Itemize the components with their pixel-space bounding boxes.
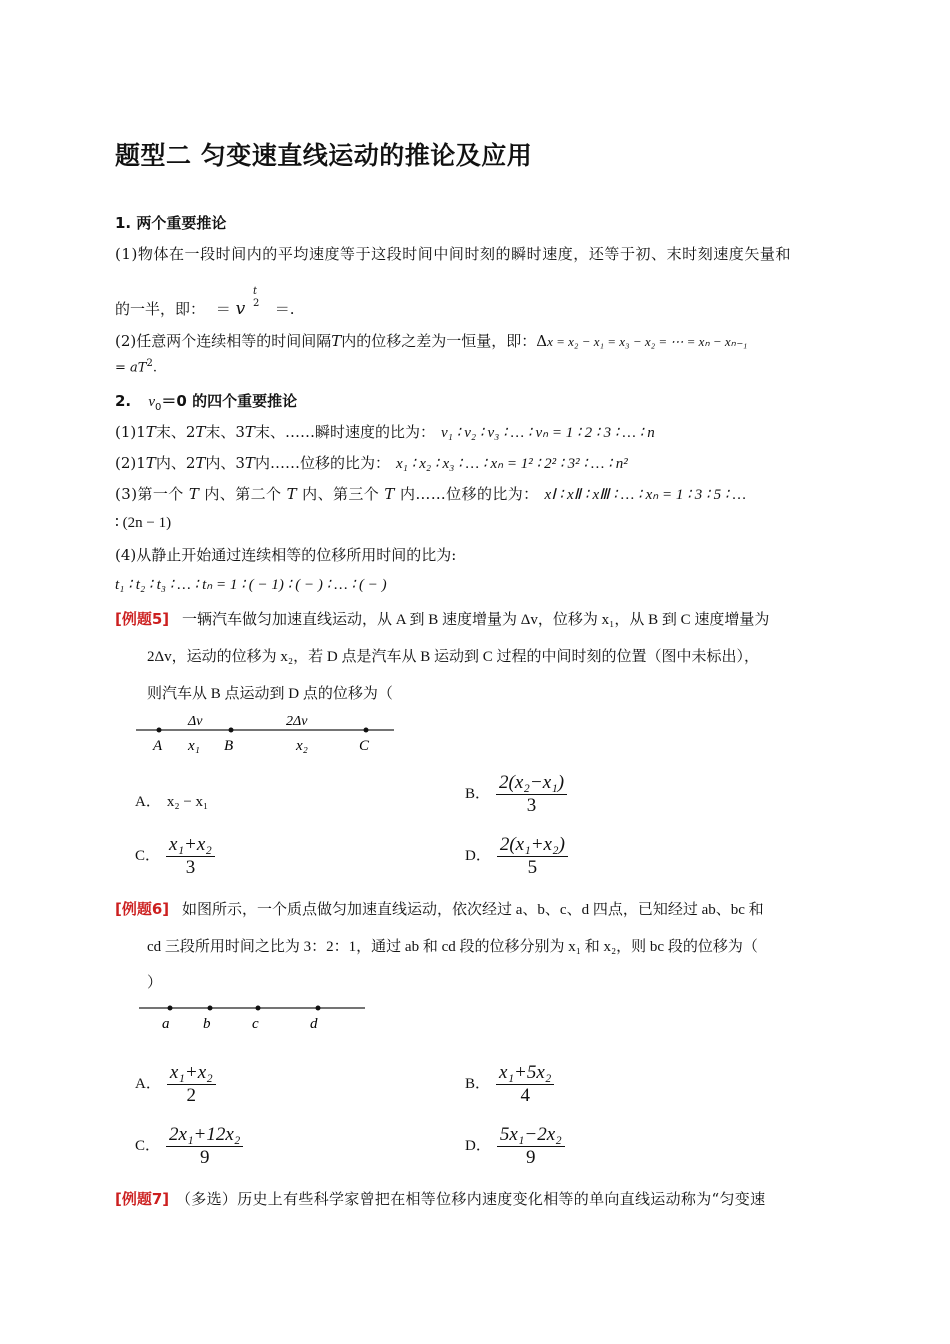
ex6-option-b-label: B．	[465, 1076, 491, 1093]
s1-eq-end: ＝.	[274, 300, 295, 318]
s2-r3-c: 内、第三个	[302, 485, 380, 503]
s2-r3-T1: T	[188, 485, 200, 503]
s1-aT-sup: 2	[146, 358, 153, 369]
s1-T-symbol: T	[331, 332, 342, 350]
example-7-label: [例题7]	[115, 1190, 170, 1208]
ex5-option-c-label: C．	[135, 848, 161, 865]
ex5-label-x2: x₂	[296, 738, 308, 754]
ex5-label-a: A	[153, 738, 163, 754]
ex6-option-c-label: C．	[135, 1138, 161, 1155]
ex6-option-c-den: 9	[199, 1146, 210, 1168]
s1-para-2-prefix: (2)任意两个连续相等的时间间隔	[115, 332, 332, 350]
ex5-option-b-den: 3	[526, 794, 537, 816]
ex6-label-c: c	[252, 1016, 259, 1032]
ex5-option-b-num: 2(x₂−x₁)	[496, 772, 567, 795]
s2-r1-ratio: v₁ ∶ v₂ ∶ v₃ ∶ … ∶ vₙ = 1 ∶ 2 ∶ 3 ∶ … ∶ n	[440, 425, 655, 441]
ex5-option-d-label: D．	[465, 848, 491, 865]
s1-t-num: t	[252, 286, 258, 297]
s2-r2-T1: T	[145, 454, 156, 472]
ex5-option-b[interactable]	[465, 772, 567, 817]
s2-r1-e: 末、……瞬时速度的比为：	[254, 423, 435, 441]
s2-r3-T3: T	[384, 485, 395, 503]
example-6-line-1: 如图所示，一个质点做匀加速直线运动，依次经过 a、b、c、d 四点，已知经过 ab、bc 和	[182, 902, 764, 918]
page-title: 题型二 匀变速直线运动的推论及应用	[115, 141, 533, 170]
s1-para-2-line-2	[115, 358, 157, 375]
example-7-line-1: （多选）历史上有些科学家曾把在相等位移内速度变化相等的单向直线运动称为“匀变速	[176, 1190, 766, 1208]
ex5-option-b-fraction	[496, 772, 567, 817]
example-6-label: [例题6]	[115, 900, 170, 918]
s1-delta-x-formula: x = x₂ − x₁ = x₃ − x₂ = ⋯ = xₙ − xₙ₋₁	[547, 334, 748, 349]
ex6-option-d-num: 5x₁−2x₂	[497, 1124, 565, 1147]
s2-rule-3-cont: ∶ (2n − 1)	[115, 515, 172, 531]
s2-heading-rest: ＝0 的四个重要推论	[161, 392, 298, 410]
s1-t-over-2	[250, 286, 264, 314]
ex5-option-c-num: x₁+x₂	[166, 834, 215, 857]
ex6-option-c[interactable]	[135, 1124, 243, 1169]
ex5-option-c-den: 3	[185, 856, 196, 878]
example-5-diagram	[130, 708, 400, 760]
ex5-option-c-fraction	[166, 834, 215, 879]
ex6-label-d: d	[310, 1016, 318, 1032]
s2-r2-b: 内、2	[155, 454, 196, 472]
ex5-2dv-label: 2Δv	[286, 714, 308, 729]
ex5-option-c[interactable]	[135, 834, 215, 879]
s2-heading-v: v	[148, 394, 156, 410]
s1-aT-end: .	[152, 360, 157, 376]
ex6-point-d	[316, 1006, 321, 1011]
ex6-option-c-num: 2x₁+12x₂	[166, 1124, 243, 1147]
example-5-line-1: 一辆汽车做匀加速直线运动，从 A 到 B 速度增量为 Δv，位移为 x₁，从 B 到 C 速度增量为	[182, 612, 770, 628]
s1-t-den: 2	[252, 298, 260, 309]
s2-r3-a: (3)第一个	[115, 485, 184, 503]
ex6-option-d-label: D．	[465, 1138, 491, 1155]
section-2-heading	[115, 390, 297, 413]
s2-r3-d: 内……位移的比为：	[399, 485, 539, 503]
ex5-label-c: C	[359, 738, 370, 754]
ex6-option-a-num: x₁+x₂	[167, 1062, 216, 1085]
s1-eq-sign: ＝	[215, 300, 231, 318]
example-5-line-3: 则汽车从 B 点运动到 D 点的位移为（	[147, 686, 393, 702]
s2-rule-4: (4)从静止开始通过连续相等的位移所用时间的比为:	[115, 546, 457, 564]
ex5-point-c	[364, 728, 369, 733]
ex5-option-a[interactable]	[135, 790, 208, 811]
s2-rule-1	[115, 421, 655, 442]
ex6-option-d[interactable]	[465, 1124, 565, 1169]
s1-para-2-mid: 内的位移之差为一恒量，即：Δ	[341, 332, 548, 350]
s2-r2-T3: T	[244, 454, 255, 472]
s2-r1-d: 末、3	[205, 423, 245, 441]
ex6-point-b	[208, 1006, 213, 1011]
example-5-label: [例题5]	[115, 610, 170, 628]
s1-aT-T: T	[137, 360, 147, 376]
s1-para-1-prefix: 的一半，即：	[115, 300, 206, 318]
s2-r2-d: 内……位移的比为：	[254, 454, 390, 472]
s2-r2-a: (2)1	[115, 454, 146, 472]
ex6-option-b-num: x₁+5x₂	[496, 1062, 554, 1085]
s2-r3-T2: T	[286, 485, 297, 503]
ex6-option-d-den: 9	[526, 1146, 536, 1168]
ex5-dv-label: Δv	[188, 714, 203, 729]
ex5-option-d-den: 5	[527, 856, 538, 878]
s2-r1-T2: T	[195, 423, 206, 441]
example-5-line-2: 2Δv，运动的位移为 x₂，若 D 点是汽车从 B 运动到 C 过程的中间时刻的位置（图中未标出），	[147, 649, 759, 665]
ex6-option-c-fraction	[166, 1124, 243, 1169]
s1-aT-a: = a	[115, 360, 138, 376]
s2-r1-c: 末、2	[155, 423, 196, 441]
ex6-point-c	[256, 1006, 261, 1011]
ex6-option-a-den: 2	[186, 1084, 197, 1106]
s2-r2-T2: T	[195, 454, 206, 472]
ex6-label-a: a	[162, 1016, 170, 1032]
s2-r3-b: 内、第二个	[204, 485, 282, 503]
ex5-option-d[interactable]	[465, 834, 568, 879]
s2-r3-ratio: xⅠ ∶ xⅡ ∶ xⅢ ∶ … ∶ xₙ = 1 ∶ 3 ∶ 5 ∶ …	[544, 487, 746, 503]
ex5-option-a-value: x₂ − x₁	[166, 794, 209, 810]
example-6-line-3: ）	[147, 975, 163, 991]
s2-r2-c: 内、3	[205, 454, 245, 472]
example-6-diagram	[135, 998, 370, 1036]
ex5-option-d-num: 2(x₁+x₂)	[497, 834, 568, 857]
example-6-line-2: cd 三段所用时间之比为 3：2：1，通过 ab 和 cd 段的位移分别为 x₁ 和 x₂，则 bc 段的位移为（	[147, 939, 758, 955]
s2-r1-T3: T	[244, 423, 255, 441]
ex6-label-b: b	[203, 1016, 211, 1032]
s2-heading-num: 2.	[115, 392, 132, 410]
s1-v-symbol: v	[235, 299, 246, 319]
s2-r2-ratio: x₁ ∶ x₂ ∶ x₃ ∶ … ∶ xₙ = 1² ∶ 2² ∶ 3² ∶ … ∶ n²	[395, 456, 628, 472]
s1-para-1-line-1: (1)物体在一段时间内的平均速度等于这段时间中间时刻的瞬时速度，还等于初、末时刻速度矢量和	[115, 245, 792, 263]
ex5-option-b-label: B．	[465, 786, 491, 803]
section-1-heading: 1. 两个重要推论	[115, 214, 227, 232]
ex6-option-b-den: 4	[520, 1084, 530, 1106]
ex6-option-b-fraction	[496, 1062, 554, 1107]
ex6-option-a-fraction	[167, 1062, 216, 1107]
s1-para-1-line-2	[115, 286, 295, 319]
s2-rule-4-ratio: t₁ ∶ t₂ ∶ t₃ ∶ … ∶ tₙ = 1 ∶ ( − 1) ∶ ( − ) ∶ … ∶ ( − )	[115, 577, 387, 593]
ex5-point-a	[157, 728, 162, 733]
ex6-option-d-fraction	[497, 1124, 565, 1169]
ex6-option-a[interactable]	[135, 1062, 216, 1107]
ex6-point-a	[168, 1006, 173, 1011]
s2-rule-3	[115, 483, 746, 504]
s2-heading-sub: 0	[155, 402, 162, 413]
ex5-option-a-label: A．	[135, 794, 161, 810]
ex5-label-x1: x₁	[188, 738, 200, 754]
s2-rule-2	[115, 452, 628, 473]
ex5-option-d-fraction	[497, 834, 568, 879]
ex6-option-a-label: A．	[135, 1076, 161, 1093]
ex5-label-b: B	[224, 738, 234, 754]
s2-r1-a: (1)1	[115, 423, 146, 441]
s2-r1-T1: T	[145, 423, 156, 441]
ex6-option-b[interactable]	[465, 1062, 554, 1107]
s1-para-2-line-1	[115, 330, 747, 351]
ex5-point-b	[229, 728, 234, 733]
